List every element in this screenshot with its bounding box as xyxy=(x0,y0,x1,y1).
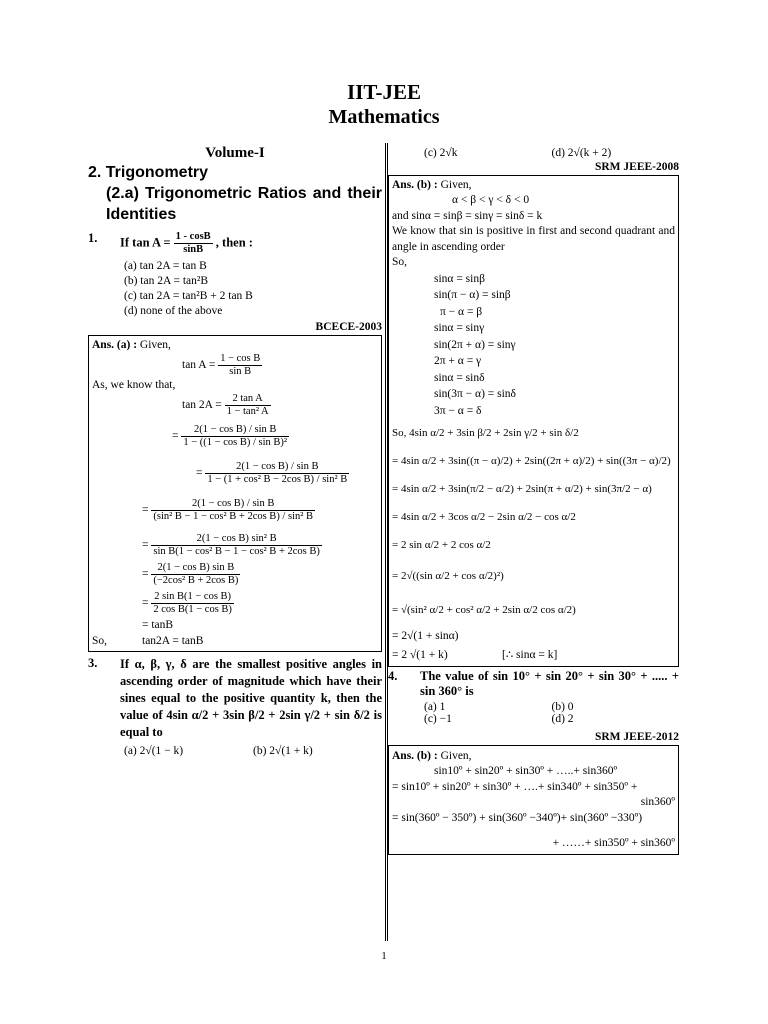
option-b: (b) tan 2A = tan²B xyxy=(124,275,209,287)
solution-line: sin(2π + α) = sinγ xyxy=(434,338,516,351)
step-fraction xyxy=(151,562,240,587)
option-d: (d) 2 xyxy=(551,713,574,725)
option-b: (b) 2√(1 + k) xyxy=(253,745,313,757)
solution-line: sin(π − α) = sinβ xyxy=(434,289,511,301)
option-c: (c) −1 xyxy=(424,713,452,725)
question-4-options-row2 xyxy=(388,713,679,725)
question-source: SRM JEEE-2008 xyxy=(594,161,679,173)
solution-line: and sinα = sinβ = sinγ = sinδ = k xyxy=(392,209,543,222)
solution-step: = $\frac{\text{2 sin B(1 − cos B)}}{\text{2 cos B(1 − cos B)}}$ xyxy=(142,591,232,615)
solution-line: = 2√((sin α/2 + cos α/2)²) xyxy=(392,570,504,582)
solution-step: = tanB xyxy=(142,619,174,631)
solution-line: sin10º + sin20º + sin30º + …..+ sin360º xyxy=(434,765,618,777)
solution-line: So, xyxy=(392,256,408,268)
question-3 xyxy=(88,656,382,741)
question-3-options-row1 xyxy=(88,745,382,757)
option-a: (a) tan 2A = tan B xyxy=(124,260,207,272)
numerator: 1 − cos B xyxy=(220,353,261,364)
page-subtitle: Mathematics xyxy=(328,106,440,128)
solution-line: = 4sin α/2 + 3sin((π − α)/2) + 2sin((2π + α)/2) + sin((3π − α)/2) xyxy=(392,455,671,467)
solution-step: = $\frac{\text{2(1 − cos B) / sin B}}{\text{1 − ((1 − cos B) / sin B)²}}$ xyxy=(172,424,288,448)
left-column xyxy=(88,143,382,757)
question-4 xyxy=(388,669,679,699)
solution-step xyxy=(92,393,378,418)
question-number: 1. xyxy=(88,231,98,245)
step-fraction xyxy=(218,353,262,378)
option-a: (a) 1 xyxy=(424,701,446,713)
solution-step: = $\frac{\text{2(1 − cos B) / sin B}}{\text{(sin² B − 1 − cos² B + 2cos B) / sin² B}}$ xyxy=(142,498,314,522)
numerator: 2(1 − cos B) sin² B xyxy=(151,533,321,546)
step-fraction xyxy=(225,393,271,418)
solution-text: As, we know that, xyxy=(92,379,176,391)
option-d: (d) 2√(k + 2) xyxy=(551,147,612,159)
solution-line: = √(sin² α/2 + cos² α/2 + 2sin α/2 cos α/2) xyxy=(392,604,576,616)
solution-step xyxy=(92,353,378,378)
numerator: 2 tan A xyxy=(225,393,271,406)
solution-line: = 2√(1 + sinα) xyxy=(392,630,459,642)
answer-label: Ans. (b) : xyxy=(392,179,438,191)
answer-label: Ans. (a) : xyxy=(92,339,138,351)
answer-given: Given, xyxy=(437,750,472,762)
question-number: 4. xyxy=(388,669,398,683)
question-stem xyxy=(120,231,382,256)
denominator: sin B xyxy=(229,366,252,377)
final-value: = 2 √(1 + k) xyxy=(392,649,448,661)
question-4-options-row1 xyxy=(388,701,679,713)
solution-step: = $\frac{\text{2(1 − cos B) sin² B}}{\text{sin B(1 − cos² B − 1 − cos² B + 2cos B)}}$ xyxy=(142,533,320,557)
solution-step: = $\frac{\text{2(1 − cos B) sin B}}{\text{(−2cos² B + 2cos B)}}$ xyxy=(142,562,239,586)
question-stem: The value of sin 10° + sin 20° + sin 30° + ..... + sin 360° is xyxy=(420,669,679,698)
solution-line: = 2 sin α/2 + 2 cos α/2 xyxy=(392,539,491,551)
question-source: BCECE-2003 xyxy=(315,321,382,333)
denominator: (sin² B − 1 − cos² B + 2cos B) / sin² B xyxy=(153,511,314,522)
solution-line: sin360º xyxy=(640,796,675,808)
step-fraction xyxy=(205,461,349,486)
solution-line: sinα = sinβ xyxy=(434,272,485,285)
solution-line: = 4sin α/2 + 3cos α/2 − 2sin α/2 − cos α/2 xyxy=(392,511,576,523)
answer-label: Ans. (b) : xyxy=(392,750,438,762)
step-lhs: tan 2A = xyxy=(182,399,222,412)
solution-line: So, 4sin α/2 + 3sin β/2 + 2sin γ/2 + sin δ/2 xyxy=(392,427,579,439)
solution-line: α < β < γ < δ < 0 xyxy=(452,194,530,206)
solution-line: sinα = sinδ xyxy=(434,371,485,384)
step-fraction xyxy=(151,533,321,558)
solution-line: = sin10º + sin20º + sin30º + ….+ sin340º + sin350º + xyxy=(392,780,638,793)
solution-line: 3π − α = δ xyxy=(434,404,482,417)
solution-step-block xyxy=(392,271,675,420)
question-1-options xyxy=(88,259,382,319)
answer-given: Given, xyxy=(137,339,171,351)
right-column xyxy=(388,143,679,855)
question-stem: If α, β, γ, δ are the smallest positive angles in ascending order of magnitude which have their sines equal to the positive quantity k, then the value of 4sin α/2 + 3sin β/2 + 2sin γ/2 + sin δ/2 is equal to xyxy=(120,657,382,739)
solution-line: + ……+ sin350º + sin360º xyxy=(552,837,675,849)
chapter-title: 2. Trigonometry xyxy=(88,164,209,181)
volume-label: Volume-I xyxy=(205,145,265,161)
answer-box-3 xyxy=(388,175,679,667)
solution-final xyxy=(392,646,675,664)
denominator: sin B(1 − cos² B − 1 − cos² B + 2cos B) xyxy=(153,546,320,557)
numerator: 2(1 − cos B) / sin B xyxy=(181,424,289,437)
step-lhs: tan A = xyxy=(182,359,216,372)
solution-line: π − α = β xyxy=(440,305,483,318)
final-reason: [∴ sinα = k] xyxy=(502,649,558,661)
denominator: 1 − tan² A xyxy=(226,406,269,417)
solution-line: sinα = sinγ xyxy=(434,322,485,334)
denominator: (−2cos² B + 2cos B) xyxy=(153,575,239,586)
denominator: 1 − (1 + cos² B − 2cos B) / sin² B xyxy=(207,474,348,485)
so-label: So, xyxy=(92,634,108,647)
numerator: 1 - cosB xyxy=(175,231,211,242)
page-number: 1 xyxy=(381,950,387,962)
question-1 xyxy=(88,231,382,256)
denominator: sinB xyxy=(183,244,204,255)
question-3-options-row2 xyxy=(388,147,679,159)
answer-box-1 xyxy=(88,335,382,652)
stem-text-end: , then : xyxy=(215,235,253,250)
option-b: (b) 0 xyxy=(551,701,574,713)
option-d: (d) none of the above xyxy=(124,305,223,317)
answer-box-4 xyxy=(388,745,679,855)
solution-line: We know that sin is positive in first and second quadrant and angle in ascending order xyxy=(392,225,675,253)
step-fraction xyxy=(151,498,315,523)
solution-line: 2π + α = γ xyxy=(434,355,482,367)
page-title: IIT-JEE xyxy=(347,80,421,104)
numerator: 2(1 − cos B) / sin B xyxy=(205,461,349,474)
stem-fraction xyxy=(174,231,213,256)
solution-line: = sin(360º − 350º) + sin(360º −340º)+ sin(360º −330º) xyxy=(392,811,643,824)
solution-conclusion xyxy=(92,634,378,650)
option-c: (c) 2√k xyxy=(424,147,458,159)
section-title: (2.a) Trigonometric Ratios and their Identities xyxy=(106,185,382,223)
numerator: 2 sin B(1 − cos B) xyxy=(151,591,234,604)
solution-step: = $\frac{\text{2(1 − cos B) / sin B}}{\text{1 − (1 + cos² B − 2cos B) / sin² B}}$ xyxy=(196,461,348,485)
denominator: 2 cos B(1 − cos B) xyxy=(153,604,232,615)
solution-line: = 4sin α/2 + 3sin(π/2 − α/2) + 2sin(π + α/2) + sin(3π/2 − α) xyxy=(392,483,652,495)
question-source: SRM JEEE-2012 xyxy=(594,731,679,743)
numerator: 2(1 − cos B) / sin B xyxy=(151,498,315,511)
answer-given: Given, xyxy=(437,179,472,191)
stem-text: If tan A = xyxy=(120,235,171,250)
step-fraction xyxy=(181,424,289,449)
question-number: 3. xyxy=(88,656,98,670)
option-c: (c) tan 2A = tan²B + 2 tan B xyxy=(124,290,253,302)
option-a: (a) 2√(1 − k) xyxy=(124,745,184,757)
so-text: tan2A = tanB xyxy=(142,634,204,647)
numerator: 2(1 − cos B) sin B xyxy=(151,562,240,575)
solution-line: sin(3π − α) = sinδ xyxy=(434,388,516,400)
step-fraction xyxy=(151,591,234,616)
solution-step-block xyxy=(392,419,675,627)
denominator: 1 − ((1 − cos B) / sin B)² xyxy=(183,437,288,448)
